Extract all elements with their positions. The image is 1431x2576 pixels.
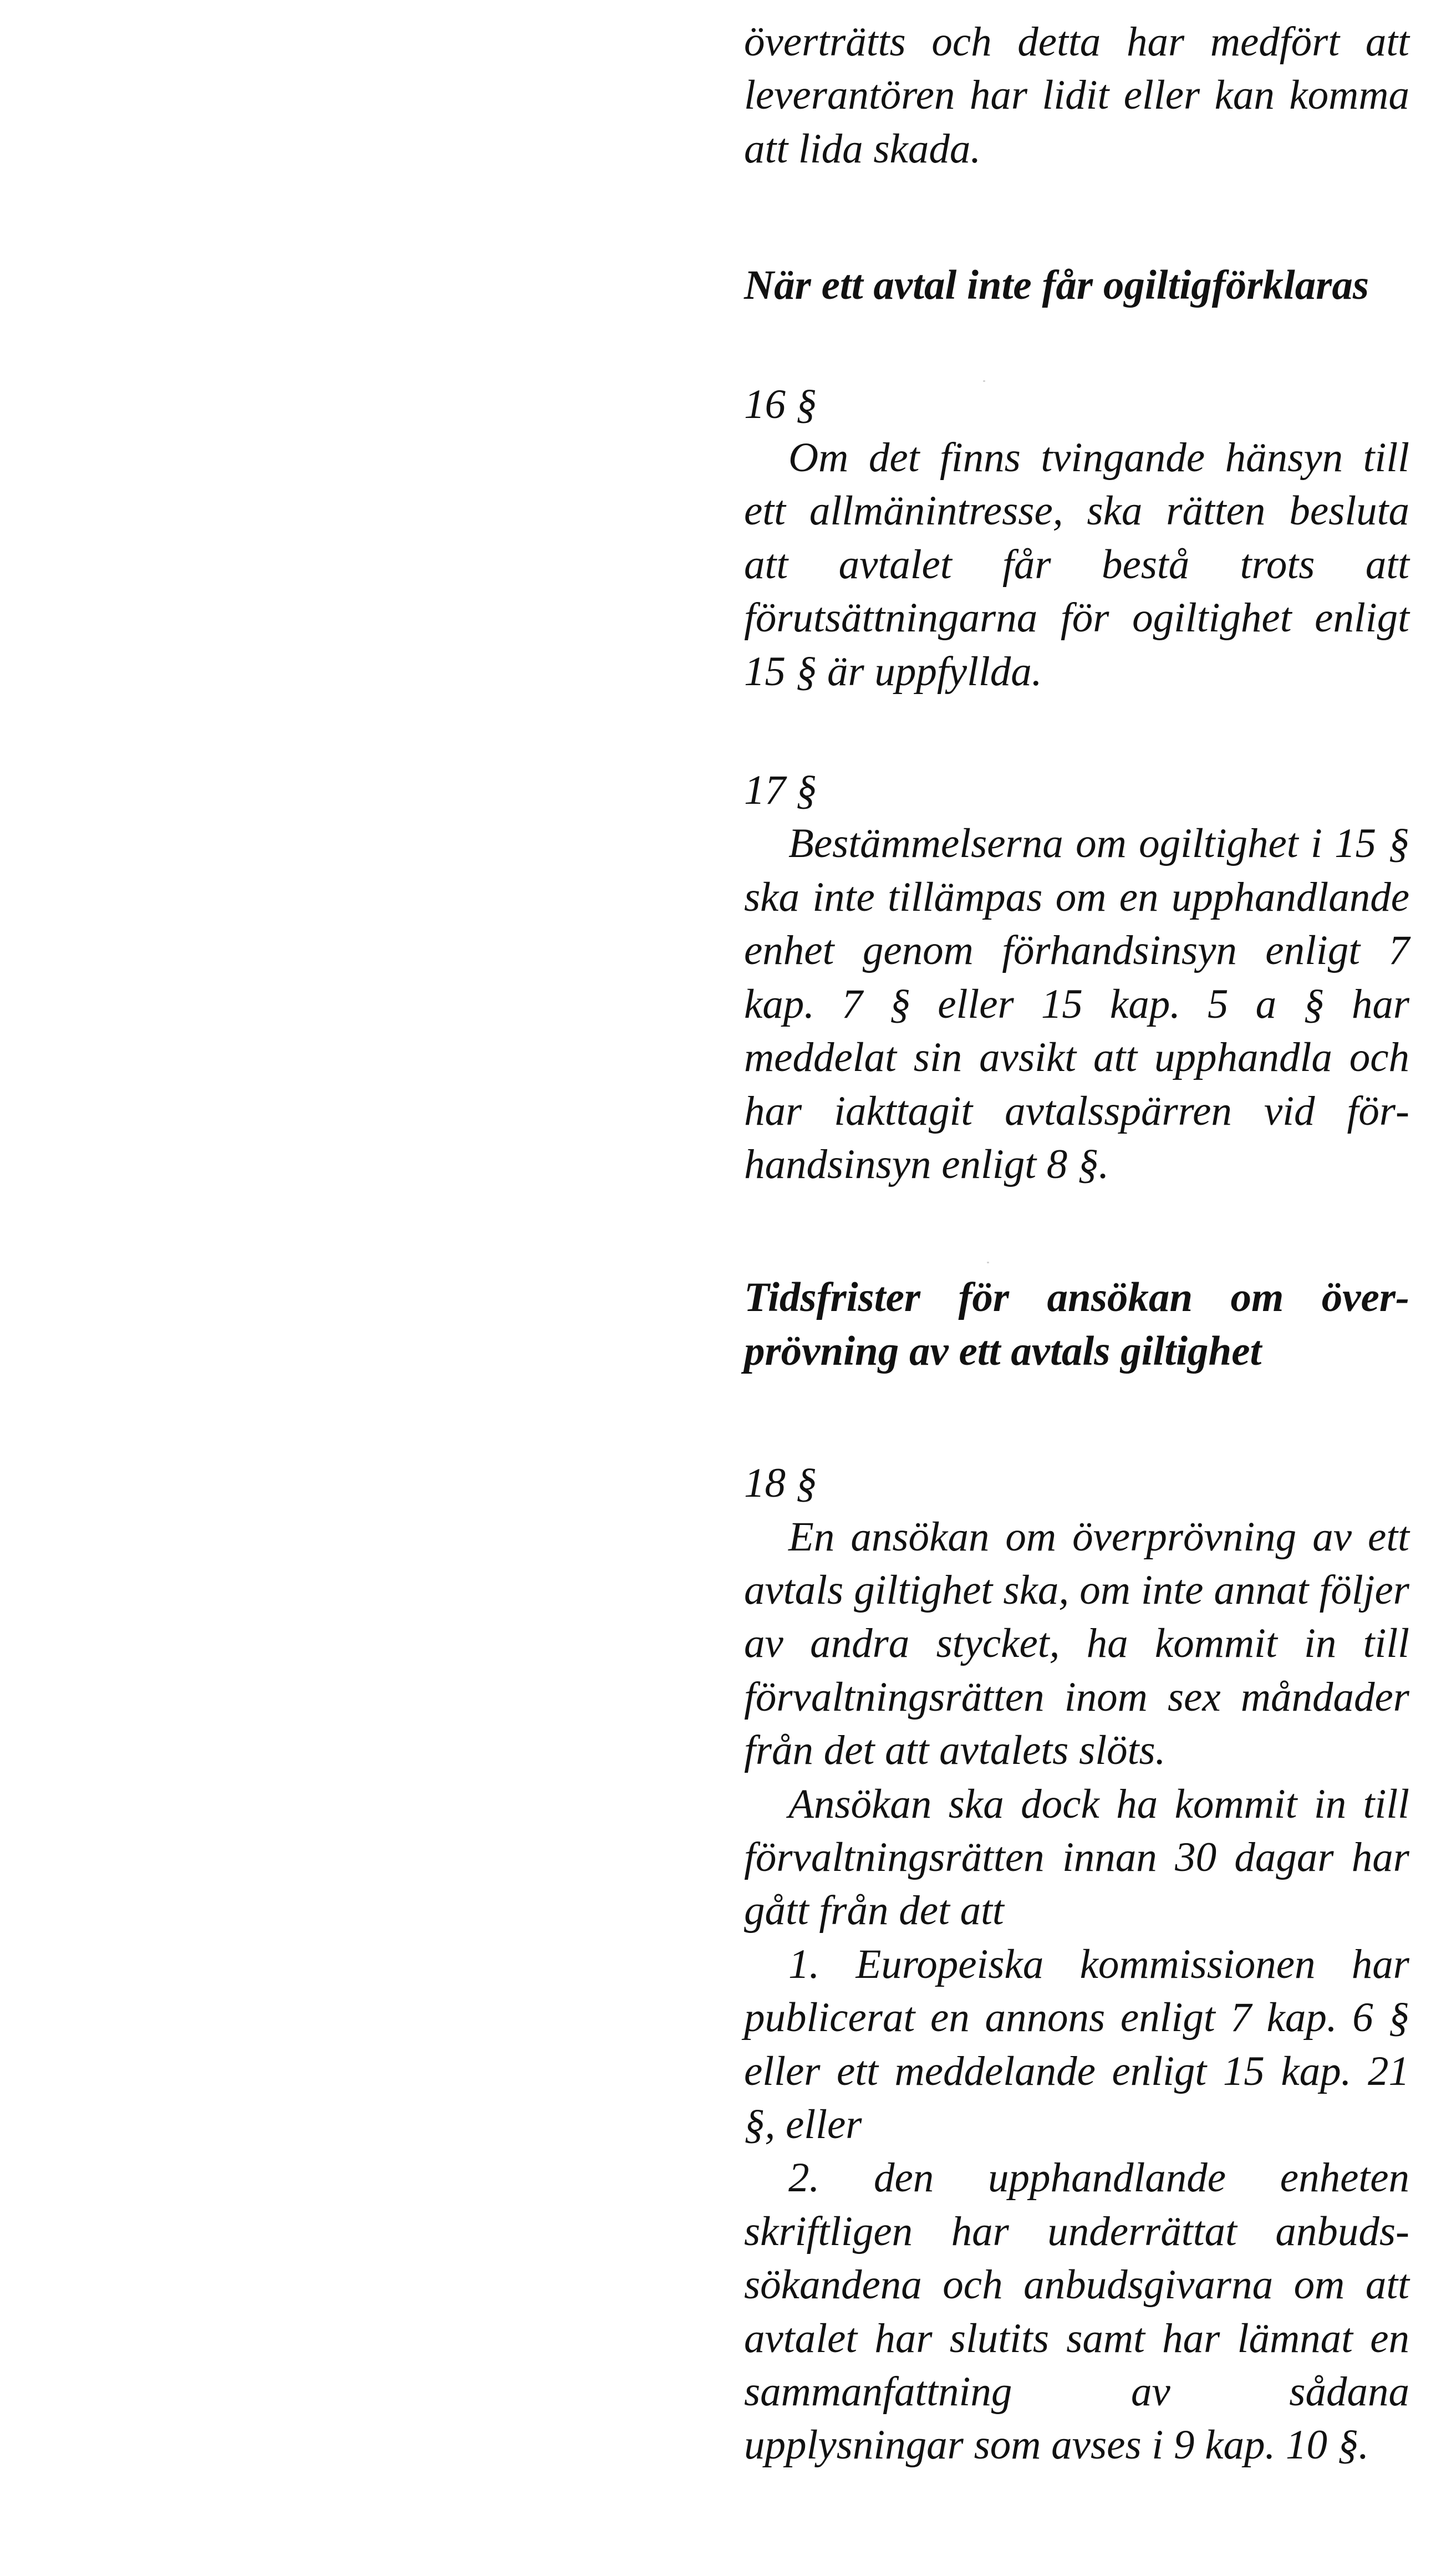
section-number-18: 18 §	[744, 1460, 817, 1507]
text-column	[744, 16, 1409, 2472]
section-number-17: 17 §	[744, 767, 817, 814]
section-heading-invalidity: När ett avtal inte får ogiltigförklaras	[744, 262, 1369, 309]
section-heading-time-limits: Tidsfrister för ansökan om överprövning av ett avtals giltighet	[744, 1274, 1409, 1374]
section-17-text: Bestämmelserna om ogiltighet i 15 § ska inte tillämpas om en upphandlande enhet genom förhandsinsyn enligt 7 kap. 7 § eller 15 kap. 5 a § har meddelat sin avsikt att upphandla och har iakttagit avtalsspärren vid förhandsinsyn enligt 8 §.	[744, 820, 1409, 1187]
section-18-item-1: 1. Europeiska kommissionen har publicerat en annons enligt 7 kap. 6 § eller ett meddelande enligt 15 kap. 21 §, eller	[744, 1941, 1409, 2147]
scan-speck	[983, 380, 985, 382]
section-18-item-2: 2. den upphandlande enheten skriftligen har underrättat anbudssökandena och anbudsgivarna om att avtalet har slutits samt har lämnat en sammanfattning av sådana upplysningar som avses i 9 kap. 10 §.	[744, 2155, 1409, 2468]
section-16-text: Om det finns tvingande hänsyn till ett allmänintresse, ska rätten besluta att avtalet får bestå trots att förutsättningarna för ogiltighet enligt 15 § är uppfyllda.	[744, 435, 1409, 695]
section-18-paragraph-1: En ansökan om överprövning av ett avtals giltighet ska, om inte annat följer av andra stycket, ha kommit in till förvaltningsrätten inom sex måndader från det att avtalets slöts.	[744, 1513, 1409, 1774]
continuation-paragraph: överträtts och detta har medfört att leverantören har lidit eller kan komma att lida skada.	[744, 19, 1409, 172]
section-18-paragraph-2: Ansökan ska dock ha kommit in till förvaltningsrätten innan 30 dagar har gått från det att	[744, 1781, 1409, 1934]
section-number-16: 16 §	[744, 381, 817, 427]
scan-speck	[987, 1262, 989, 1263]
